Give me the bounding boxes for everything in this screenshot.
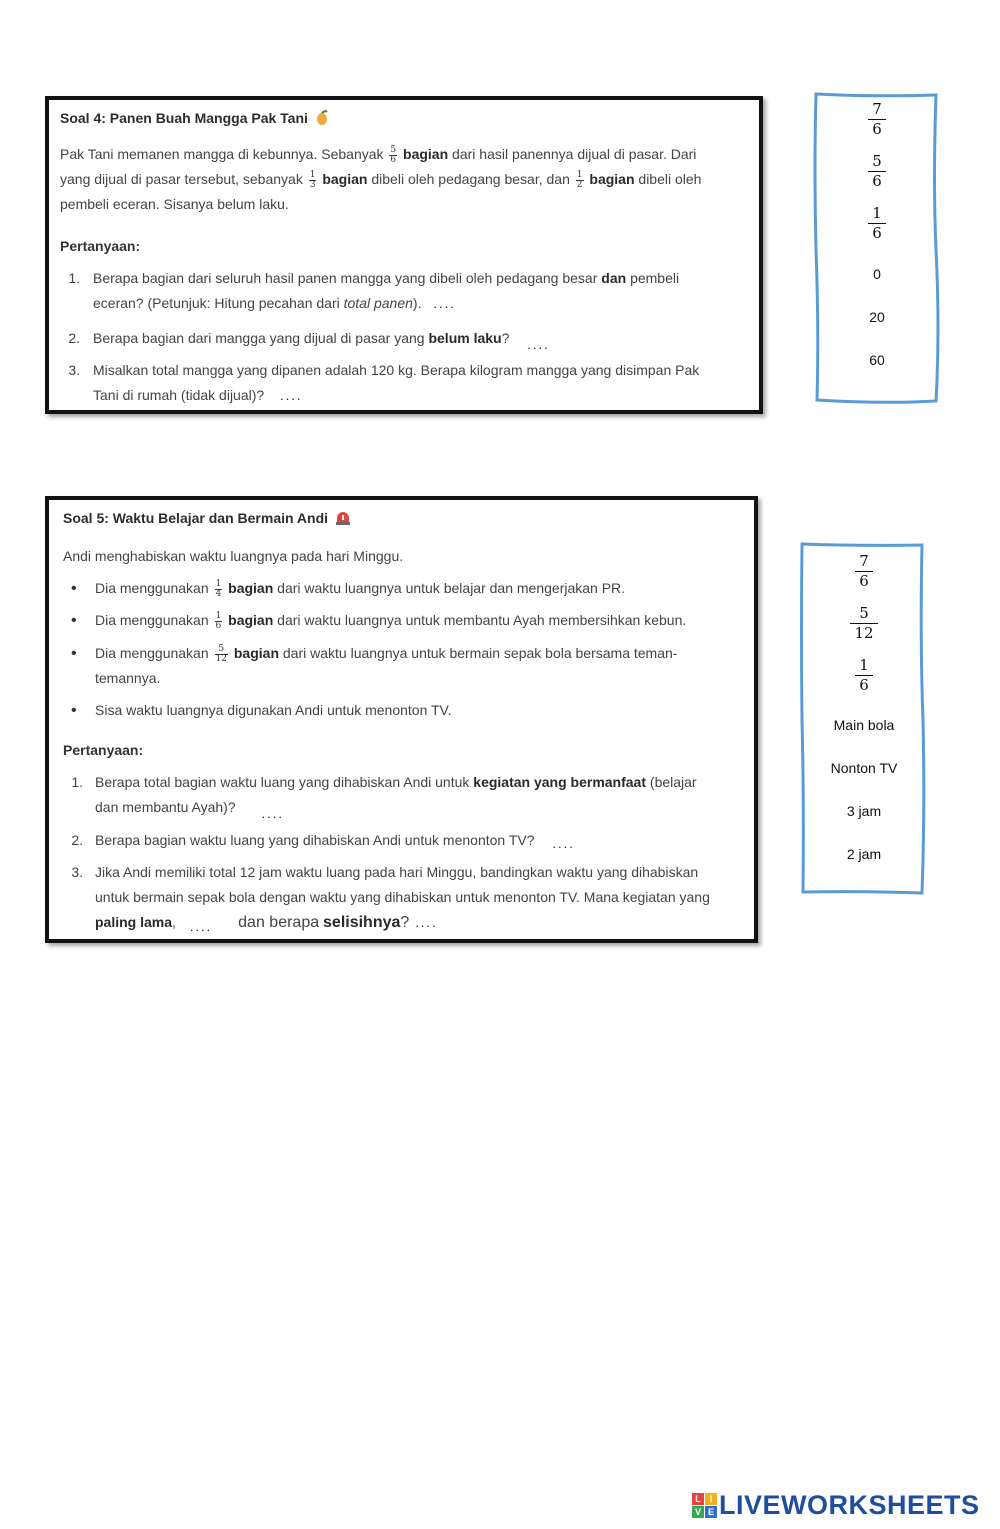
question-2: 2. Berapa bagian waktu luang yang dihabiskan Andi untuk menonton TV? .... [71, 832, 575, 851]
soal-4-paragraph: Pak Tani memanen mangga di kebunnya. Sebanyak $\frac{5}{6}$ bagian dari hasil panennya dijual di pasar. Dari yang dijual di pasar tersebut, sebanyak $\frac{1}{3}$ bagian dibeli oleh pedagang besar, dan $\frac{1}{2}$ bagian dibeli oleh pembeli eceran. Sisanya belum laku. [60, 144, 702, 212]
option-nonton-tv[interactable]: Nonton TV [830, 760, 898, 776]
option-main-bola[interactable]: Main bola [833, 717, 895, 733]
question-1: 1. Berapa bagian dari seluruh hasil panen mangga yang dibeli oleh pedagang besar dan pembeli eceran? (Petunjuk: Hitung pecahan dari total panen). .... [68, 270, 680, 311]
soal-4-card [45, 96, 763, 414]
soal-5-intro: Andi menghabiskan waktu luangnya pada hari Minggu. [63, 548, 404, 564]
answer-blank[interactable]: .... [261, 806, 284, 821]
pertanyaan-heading: Pertanyaan: [60, 238, 141, 254]
fraction-1-2: $\frac{1}{2}$ [576, 169, 583, 190]
question-1: 1. Berapa total bagian waktu luang yang dihabiskan Andi untuk kegiatan yang bermanfaat (belajar dan membantu Ayah)? .... [71, 774, 697, 821]
option-5-12[interactable]: $\frac{5}{12}$ [829, 604, 899, 643]
bullet-3: • Dia menggunakan $\frac{5}{12}$ bagian dari waktu luangnya untuk bermain sepak bola bersama teman- temannya. [71, 643, 678, 686]
question-3: 3. Jika Andi memiliki total 12 jam waktu luang pada hari Minggu, bandingkan waktu yang dihabiskan untuk bermain sepak bola dengan waktu yang dihabiskan untuk menonton TV. Mana kegiatan yang paling lama, .... dan berapa selisihnya? .... [71, 864, 710, 934]
option-7-6[interactable]: $\frac{7}{6}$ [829, 552, 899, 591]
option-7-6[interactable]: $\frac{7}{6}$ [847, 100, 907, 139]
soal-5-title: Soal 5: Waktu Belajar dan Bermain Andi [63, 510, 351, 526]
answer-blank[interactable]: .... [552, 836, 575, 851]
question-3: 3. Misalkan total mangga yang dipanen adalah 120 kg. Berapa kilogram mangga yang disimpan Pak Tani di rumah (tidak dijual)? .... [68, 362, 700, 403]
answer-blank[interactable]: .... [527, 337, 550, 352]
soal-5-card [45, 496, 758, 943]
option-3-jam[interactable]: 3 jam [846, 803, 882, 819]
bullet-2: • Dia menggunakan $\frac{1}{6}$ bagian dari waktu luangnya untuk membantu Ayah membersihkan kebun. [71, 610, 687, 631]
option-1-6[interactable]: $\frac{1}{6}$ [829, 656, 899, 695]
logo-mark-icon: L I V E [692, 1493, 717, 1518]
soal-4-title: Soal 4: Panen Buah Mangga Pak Tani [60, 110, 329, 126]
fraction-5-6: $\frac{5}{6}$ [390, 144, 397, 165]
liveworksheets-logo: L I V E LIVEWORKSHEETS [692, 1490, 980, 1521]
bullet-4: • Sisa waktu luangnya digunakan Andi untuk menonton TV. [71, 702, 452, 719]
mango-icon [315, 110, 329, 126]
answer-blank[interactable]: .... [433, 296, 456, 311]
question-2: 2. Berapa bagian dari mangga yang dijual di pasar yang belum laku? .... [68, 330, 550, 352]
option-1-6[interactable]: $\frac{1}{6}$ [847, 204, 907, 243]
fraction-1-3: $\frac{1}{3}$ [309, 169, 316, 190]
option-20[interactable]: 20 [869, 309, 885, 325]
answer-blank[interactable]: .... [415, 915, 438, 930]
pertanyaan-heading: Pertanyaan: [63, 742, 144, 758]
answer-blank[interactable]: .... [189, 919, 213, 934]
option-0[interactable]: 0 [873, 266, 881, 282]
answer-blank[interactable]: .... [280, 388, 303, 403]
bullet-1: • Dia menggunakan $\frac{1}{4}$ bagian dari waktu luangnya untuk belajar dan mengerjakan PR. [71, 578, 626, 599]
alarm-icon [335, 511, 351, 525]
option-5-6[interactable]: $\frac{5}{6}$ [847, 152, 907, 191]
option-2-jam[interactable]: 2 jam [846, 846, 882, 862]
option-60[interactable]: 60 [869, 352, 885, 368]
